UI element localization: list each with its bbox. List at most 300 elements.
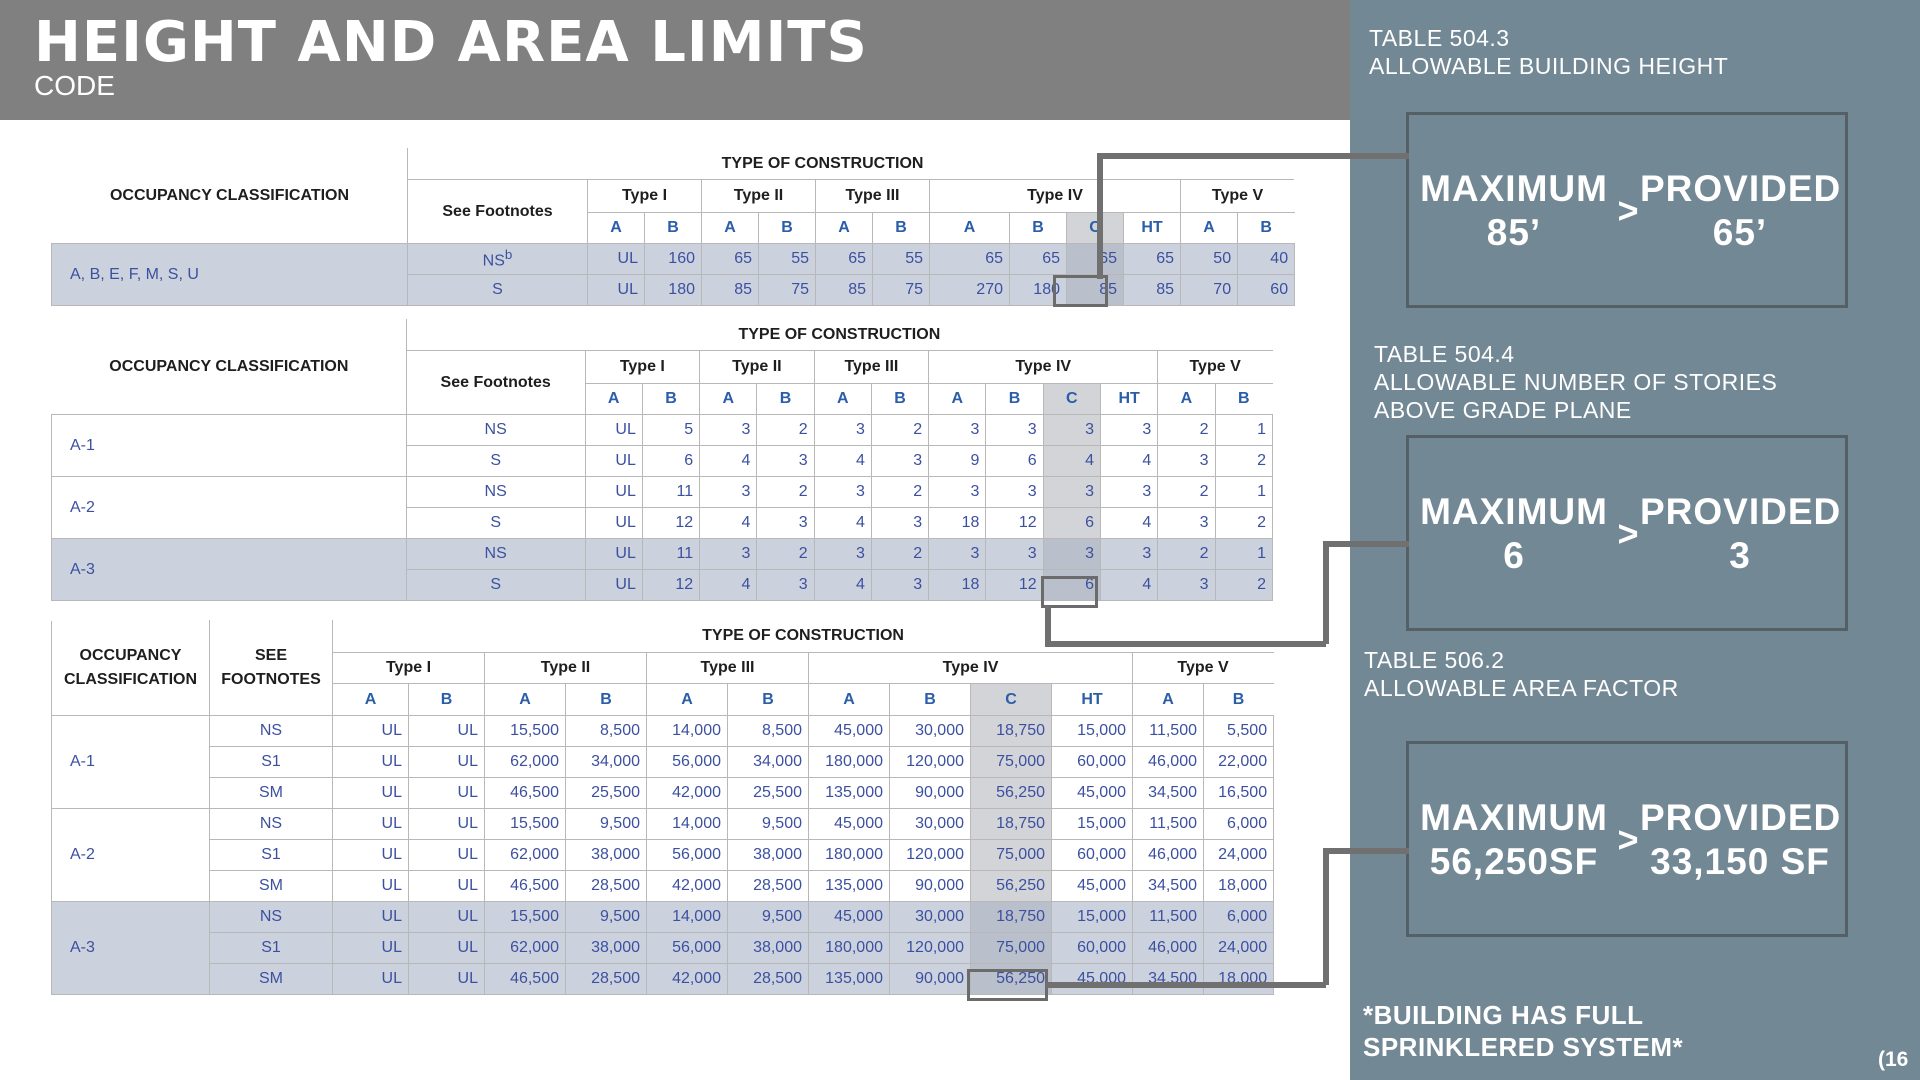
type-header: Type I <box>588 180 702 213</box>
type-header: Type II <box>700 351 815 384</box>
value-cell: 40 <box>1238 244 1295 275</box>
construction-header: TYPE OF CONSTRUCTION <box>333 621 1274 653</box>
value-cell: 38,000 <box>566 840 647 871</box>
occupancy-cell: A-1 <box>52 716 210 809</box>
value-cell: UL <box>409 840 485 871</box>
subcolumn-header: A <box>585 384 642 415</box>
area-connector-top <box>1323 848 1409 854</box>
value-cell: 18,000 <box>1204 964 1274 995</box>
table-number: TABLE 506.2 <box>1364 647 1505 673</box>
value-cell: 85 <box>702 275 759 306</box>
value-cell: UL <box>588 244 645 275</box>
footnotes-header: See Footnotes <box>408 180 588 244</box>
value-cell: 1 <box>1215 415 1273 446</box>
type-header: Type I <box>585 351 700 384</box>
value-cell: 75 <box>759 275 816 306</box>
value-cell: 45,000 <box>809 716 890 747</box>
value-cell: 4 <box>1100 508 1157 539</box>
table-504-3-label <box>1369 24 1728 80</box>
value-cell: 180 <box>645 275 702 306</box>
value-cell: 22,000 <box>1204 747 1274 778</box>
provided-column <box>1640 796 1840 884</box>
value-cell: 2 <box>757 539 814 570</box>
value-cell: 11 <box>642 539 699 570</box>
value-cell: 2 <box>1158 477 1215 508</box>
value-cell: UL <box>333 902 409 933</box>
subcolumn-header: B <box>728 684 809 716</box>
page-title: HEIGHT AND AREA LIMITS <box>34 10 868 75</box>
value-cell: UL <box>588 275 645 306</box>
table-number: TABLE 504.3 <box>1369 25 1510 51</box>
value-cell: 135,000 <box>809 778 890 809</box>
subcolumn-header: C <box>1067 213 1124 244</box>
height-selected-cell <box>1053 275 1108 307</box>
table-row <box>52 933 1274 964</box>
value-cell: 120,000 <box>890 933 971 964</box>
value-cell: 120,000 <box>890 747 971 778</box>
footnote-cell: S <box>406 570 585 601</box>
value-cell: 18 <box>929 508 986 539</box>
value-cell: UL <box>409 778 485 809</box>
value-cell: 2 <box>871 415 928 446</box>
subcolumn-header: A <box>485 684 566 716</box>
value-cell: 56,000 <box>647 840 728 871</box>
value-cell: 4 <box>700 446 757 477</box>
type-header: Type II <box>702 180 816 213</box>
value-cell: UL <box>409 871 485 902</box>
value-cell: 56,000 <box>647 747 728 778</box>
provided-label: PROVIDED <box>1640 491 1842 532</box>
table-506-2-label <box>1364 646 1679 702</box>
value-cell: 62,000 <box>485 840 566 871</box>
value-cell: 3 <box>1043 477 1100 508</box>
value-cell: UL <box>409 933 485 964</box>
value-cell: 180,000 <box>809 747 890 778</box>
subcolumn-header: A <box>816 213 873 244</box>
provided-value: 3 <box>1729 535 1751 576</box>
occupancy-cell: A-2 <box>52 809 210 902</box>
subcolumn-header: B <box>873 213 930 244</box>
value-cell: 3 <box>1043 415 1100 446</box>
maximum-value: 6 <box>1503 535 1525 576</box>
value-cell: 28,500 <box>728 871 809 902</box>
value-cell: 46,500 <box>485 871 566 902</box>
value-cell: 2 <box>871 477 928 508</box>
value-cell: 2 <box>1215 570 1273 601</box>
value-cell: 45,000 <box>1052 778 1133 809</box>
table-description: ALLOWABLE BUILDING HEIGHT <box>1369 53 1729 79</box>
value-cell: UL <box>409 964 485 995</box>
value-cell: 75 <box>873 275 930 306</box>
value-cell: 65 <box>816 244 873 275</box>
value-cell: 65 <box>1124 244 1181 275</box>
subcolumn-header: A <box>700 384 757 415</box>
value-cell: 45,000 <box>1052 964 1133 995</box>
value-cell: 3 <box>1043 539 1100 570</box>
table-row <box>52 539 1273 570</box>
type-header: Type II <box>485 652 647 684</box>
value-cell: 28,500 <box>728 964 809 995</box>
maximum-column <box>1414 167 1614 255</box>
value-cell: 3 <box>1158 446 1215 477</box>
subcolumn-header: A <box>1158 384 1215 415</box>
value-cell: 180,000 <box>809 933 890 964</box>
height-comparison-box <box>1406 112 1848 308</box>
value-cell: 38,000 <box>728 840 809 871</box>
value-cell: UL <box>333 964 409 995</box>
table-row <box>52 716 1274 747</box>
value-cell: 28,500 <box>566 964 647 995</box>
type-header: Type IV <box>929 351 1158 384</box>
value-cell: 2 <box>757 477 814 508</box>
subcolumn-header: B <box>1215 384 1273 415</box>
subcolumn-header: B <box>890 684 971 716</box>
table-description: ALLOWABLE NUMBER OF STORIES ABOVE GRADE PLANE <box>1374 369 1778 423</box>
value-cell: 24,000 <box>1204 933 1274 964</box>
value-cell: 15,500 <box>485 809 566 840</box>
greater-than-symbol: > <box>1617 513 1639 554</box>
subcolumn-header: B <box>1238 213 1295 244</box>
value-cell: 56,250 <box>971 778 1052 809</box>
construction-header: TYPE OF CONSTRUCTION <box>408 149 1238 180</box>
value-cell: 18,000 <box>1204 871 1274 902</box>
occupancy-cell: A-2 <box>52 477 407 539</box>
value-cell: 160 <box>645 244 702 275</box>
value-cell: 3 <box>986 477 1043 508</box>
value-cell: 180 <box>1010 275 1067 306</box>
type-header: Type III <box>647 652 809 684</box>
value-cell: 45,000 <box>809 809 890 840</box>
value-cell: 120,000 <box>890 840 971 871</box>
value-cell: 34,500 <box>1133 964 1204 995</box>
area-connector-riser <box>1323 848 1329 985</box>
value-cell: 16,500 <box>1204 778 1274 809</box>
subcolumn-header: HT <box>1100 384 1157 415</box>
value-cell: 60,000 <box>1052 840 1133 871</box>
height-table <box>51 148 1295 306</box>
value-cell: 14,000 <box>647 902 728 933</box>
footnote-cell: $NS^b$ <box>408 244 588 275</box>
value-cell: 75,000 <box>971 840 1052 871</box>
occupancy-cell: A-3 <box>52 539 407 601</box>
height-connector-vertical <box>1097 153 1103 279</box>
value-cell: 4 <box>814 508 871 539</box>
subcolumn-header: A <box>1133 684 1204 716</box>
value-cell: 85 <box>816 275 873 306</box>
subcolumn-header: B <box>645 213 702 244</box>
value-cell: 6 <box>1043 570 1100 601</box>
value-cell: 28,500 <box>566 871 647 902</box>
stories-table <box>51 319 1273 601</box>
footnote-cell: S1 <box>210 933 333 964</box>
value-cell: 65 <box>930 244 1010 275</box>
value-cell: 2 <box>1158 539 1215 570</box>
value-cell: UL <box>333 871 409 902</box>
value-cell: 11,500 <box>1133 716 1204 747</box>
value-cell: 60,000 <box>1052 933 1133 964</box>
value-cell: 2 <box>871 539 928 570</box>
provided-label: PROVIDED <box>1640 168 1842 209</box>
table-row <box>52 964 1274 995</box>
value-cell: 65 <box>702 244 759 275</box>
value-cell: 24,000 <box>1204 840 1274 871</box>
value-cell: 2 <box>1215 446 1273 477</box>
value-cell: 4 <box>1043 446 1100 477</box>
footnote-cell: NS <box>210 809 333 840</box>
value-cell: 3 <box>929 539 986 570</box>
value-cell: 65 <box>1067 244 1124 275</box>
value-cell: 90,000 <box>890 871 971 902</box>
value-cell: UL <box>333 933 409 964</box>
area-table <box>51 620 1274 995</box>
value-cell: 42,000 <box>647 871 728 902</box>
value-cell: UL <box>409 902 485 933</box>
value-cell: 3 <box>1100 539 1157 570</box>
value-cell: UL <box>333 809 409 840</box>
value-cell: 34,500 <box>1133 871 1204 902</box>
maximum-column <box>1414 796 1614 884</box>
value-cell: 46,000 <box>1133 840 1204 871</box>
subcolumn-header: B <box>871 384 928 415</box>
value-cell: 3 <box>814 415 871 446</box>
value-cell: 15,500 <box>485 902 566 933</box>
value-cell: 30,000 <box>890 809 971 840</box>
value-cell: UL <box>333 747 409 778</box>
value-cell: 45,000 <box>809 902 890 933</box>
value-cell: 3 <box>700 539 757 570</box>
stories-comparison-box <box>1406 435 1848 631</box>
value-cell: 3 <box>814 477 871 508</box>
sprinkler-footnote: *BUILDING HAS FULL SPRINKLERED SYSTEM* <box>1363 1000 1684 1062</box>
value-cell: 11,500 <box>1133 902 1204 933</box>
value-cell: 9 <box>929 446 986 477</box>
value-cell: 3 <box>929 415 986 446</box>
value-cell: 60,000 <box>1052 747 1133 778</box>
value-cell: UL <box>409 716 485 747</box>
provided-value: 33,150 SF <box>1650 841 1830 882</box>
value-cell: 1 <box>1215 477 1273 508</box>
value-cell: 25,500 <box>566 778 647 809</box>
value-cell: 70 <box>1181 275 1238 306</box>
value-cell: 34,000 <box>728 747 809 778</box>
value-cell: 4 <box>1100 570 1157 601</box>
value-cell: 6 <box>642 446 699 477</box>
value-cell: 46,500 <box>485 778 566 809</box>
value-cell: 46,000 <box>1133 747 1204 778</box>
subcolumn-header: B <box>566 684 647 716</box>
type-header: Type V <box>1133 652 1274 684</box>
value-cell: UL <box>585 477 642 508</box>
footnote-superscript: b <box>504 247 513 263</box>
table-row <box>52 809 1274 840</box>
table-row <box>52 871 1274 902</box>
footnote-cell: SM <box>210 778 333 809</box>
value-cell: 38,000 <box>728 933 809 964</box>
value-cell: 3 <box>871 508 928 539</box>
construction-header: TYPE OF CONSTRUCTION <box>406 320 1272 351</box>
value-cell: 180,000 <box>809 840 890 871</box>
value-cell: UL <box>585 508 642 539</box>
value-cell: 15,000 <box>1052 716 1133 747</box>
value-cell: 9,500 <box>728 902 809 933</box>
value-cell: 3 <box>929 477 986 508</box>
table-row <box>52 902 1274 933</box>
value-cell: UL <box>585 539 642 570</box>
value-cell: 65 <box>1010 244 1067 275</box>
provided-value: 65’ <box>1712 212 1768 253</box>
table-row <box>52 415 1273 446</box>
value-cell: 4 <box>814 570 871 601</box>
value-cell: 60 <box>1238 275 1295 306</box>
value-cell: 3 <box>871 446 928 477</box>
table-row <box>52 477 1273 508</box>
type-header: Type I <box>333 652 485 684</box>
value-cell: 5,500 <box>1204 716 1274 747</box>
stories-connector-riser <box>1323 541 1329 644</box>
value-cell: 3 <box>871 570 928 601</box>
value-cell: 15,000 <box>1052 809 1133 840</box>
subcolumn-header: A <box>647 684 728 716</box>
subcolumn-header: HT <box>1124 213 1181 244</box>
value-cell: 18,750 <box>971 902 1052 933</box>
type-header: Type V <box>1181 180 1295 213</box>
subcolumn-header: B <box>759 213 816 244</box>
value-cell: 2 <box>1215 508 1273 539</box>
subcolumn-header: A <box>333 684 409 716</box>
value-cell: 9,500 <box>566 809 647 840</box>
value-cell: 30,000 <box>890 716 971 747</box>
value-cell: 6,000 <box>1204 809 1274 840</box>
footnote-cell: SM <box>210 964 333 995</box>
footnote-cell: S1 <box>210 840 333 871</box>
value-cell: 14,000 <box>647 809 728 840</box>
maximum-label: MAXIMUM <box>1420 797 1608 838</box>
value-cell: UL <box>585 570 642 601</box>
footnote-cell: S <box>406 508 585 539</box>
value-cell: 11 <box>642 477 699 508</box>
area-connector-horizontal <box>1046 982 1326 988</box>
maximum-value: 85’ <box>1486 212 1542 253</box>
provided-column <box>1640 167 1840 255</box>
value-cell: 11,500 <box>1133 809 1204 840</box>
type-header: Type V <box>1158 351 1273 384</box>
footnote-cell: S <box>408 275 588 306</box>
value-cell: 42,000 <box>647 778 728 809</box>
value-cell: 15,500 <box>485 716 566 747</box>
subcolumn-header: A <box>929 384 986 415</box>
value-cell: UL <box>409 809 485 840</box>
greater-than-symbol: > <box>1617 190 1639 231</box>
area-selected-cell <box>967 969 1048 1001</box>
value-cell: 3 <box>757 570 814 601</box>
value-cell: 4 <box>1100 446 1157 477</box>
value-cell: 4 <box>814 446 871 477</box>
value-cell: 12 <box>642 570 699 601</box>
table-row <box>52 840 1274 871</box>
value-cell: 6 <box>1043 508 1100 539</box>
value-cell: 3 <box>986 539 1043 570</box>
maximum-label: MAXIMUM <box>1420 168 1608 209</box>
stories-connector-horizontal <box>1045 641 1326 647</box>
value-cell: 270 <box>930 275 1010 306</box>
value-cell: 45,000 <box>1052 871 1133 902</box>
value-cell: 3 <box>1100 477 1157 508</box>
page-subtitle: CODE <box>34 70 115 101</box>
value-cell: 56,250 <box>971 871 1052 902</box>
subcolumn-header: B <box>1204 684 1274 716</box>
type-header: Type III <box>814 351 929 384</box>
value-cell: 3 <box>700 477 757 508</box>
value-cell: 3 <box>1100 415 1157 446</box>
value-cell: 5 <box>642 415 699 446</box>
subcolumn-header: C <box>971 684 1052 716</box>
value-cell: 9,500 <box>566 902 647 933</box>
value-cell: 6 <box>986 446 1043 477</box>
value-cell: 25,500 <box>728 778 809 809</box>
title-bar <box>0 0 1350 120</box>
subcolumn-header: B <box>986 384 1043 415</box>
type-header: Type IV <box>930 180 1181 213</box>
value-cell: 34,500 <box>1133 778 1204 809</box>
value-cell: 55 <box>873 244 930 275</box>
value-cell: 12 <box>986 508 1043 539</box>
table-row <box>52 244 1295 275</box>
value-cell: 12 <box>986 570 1043 601</box>
value-cell: 135,000 <box>809 964 890 995</box>
height-connector-horizontal <box>1097 153 1409 159</box>
value-cell: 3 <box>757 446 814 477</box>
value-cell: UL <box>409 747 485 778</box>
value-cell: 62,000 <box>485 933 566 964</box>
occupancy-cell: A-1 <box>52 415 407 477</box>
value-cell: 18,750 <box>971 716 1052 747</box>
subcolumn-header: B <box>1010 213 1067 244</box>
footnotes-header: SEE FOOTNOTES <box>210 621 333 716</box>
value-cell: 6,000 <box>1204 902 1274 933</box>
value-cell: 46,000 <box>1133 933 1204 964</box>
footnote-cell: S1 <box>210 747 333 778</box>
value-cell: 3 <box>814 539 871 570</box>
value-cell: UL <box>585 446 642 477</box>
table-description: ALLOWABLE AREA FACTOR <box>1364 675 1679 701</box>
value-cell: 55 <box>759 244 816 275</box>
maximum-label: MAXIMUM <box>1420 491 1608 532</box>
value-cell: 62,000 <box>485 747 566 778</box>
value-cell: 2 <box>757 415 814 446</box>
value-cell: 8,500 <box>566 716 647 747</box>
occupancy-cell: A, B, E, F, M, S, U <box>52 244 408 306</box>
occupancy-header: OCCUPANCY CLASSIFICATION <box>52 320 407 415</box>
value-cell: 34,000 <box>566 747 647 778</box>
stories-connector-top <box>1323 541 1409 547</box>
value-cell: 3 <box>1158 570 1215 601</box>
table-number: TABLE 504.4 <box>1374 341 1515 367</box>
value-cell: 3 <box>700 415 757 446</box>
value-cell: 18 <box>929 570 986 601</box>
type-header: Type III <box>816 180 930 213</box>
footnotes-header: See Footnotes <box>406 351 585 415</box>
footnote-cell: NS <box>406 477 585 508</box>
value-cell: 1 <box>1215 539 1273 570</box>
value-cell: 8,500 <box>728 716 809 747</box>
provided-column <box>1640 490 1840 578</box>
provided-label: PROVIDED <box>1640 797 1842 838</box>
occupancy-cell: A-3 <box>52 902 210 995</box>
footnote-cell: NS <box>210 716 333 747</box>
value-cell: 56,250 <box>971 964 1052 995</box>
type-header: Type IV <box>809 652 1133 684</box>
maximum-column <box>1414 490 1614 578</box>
